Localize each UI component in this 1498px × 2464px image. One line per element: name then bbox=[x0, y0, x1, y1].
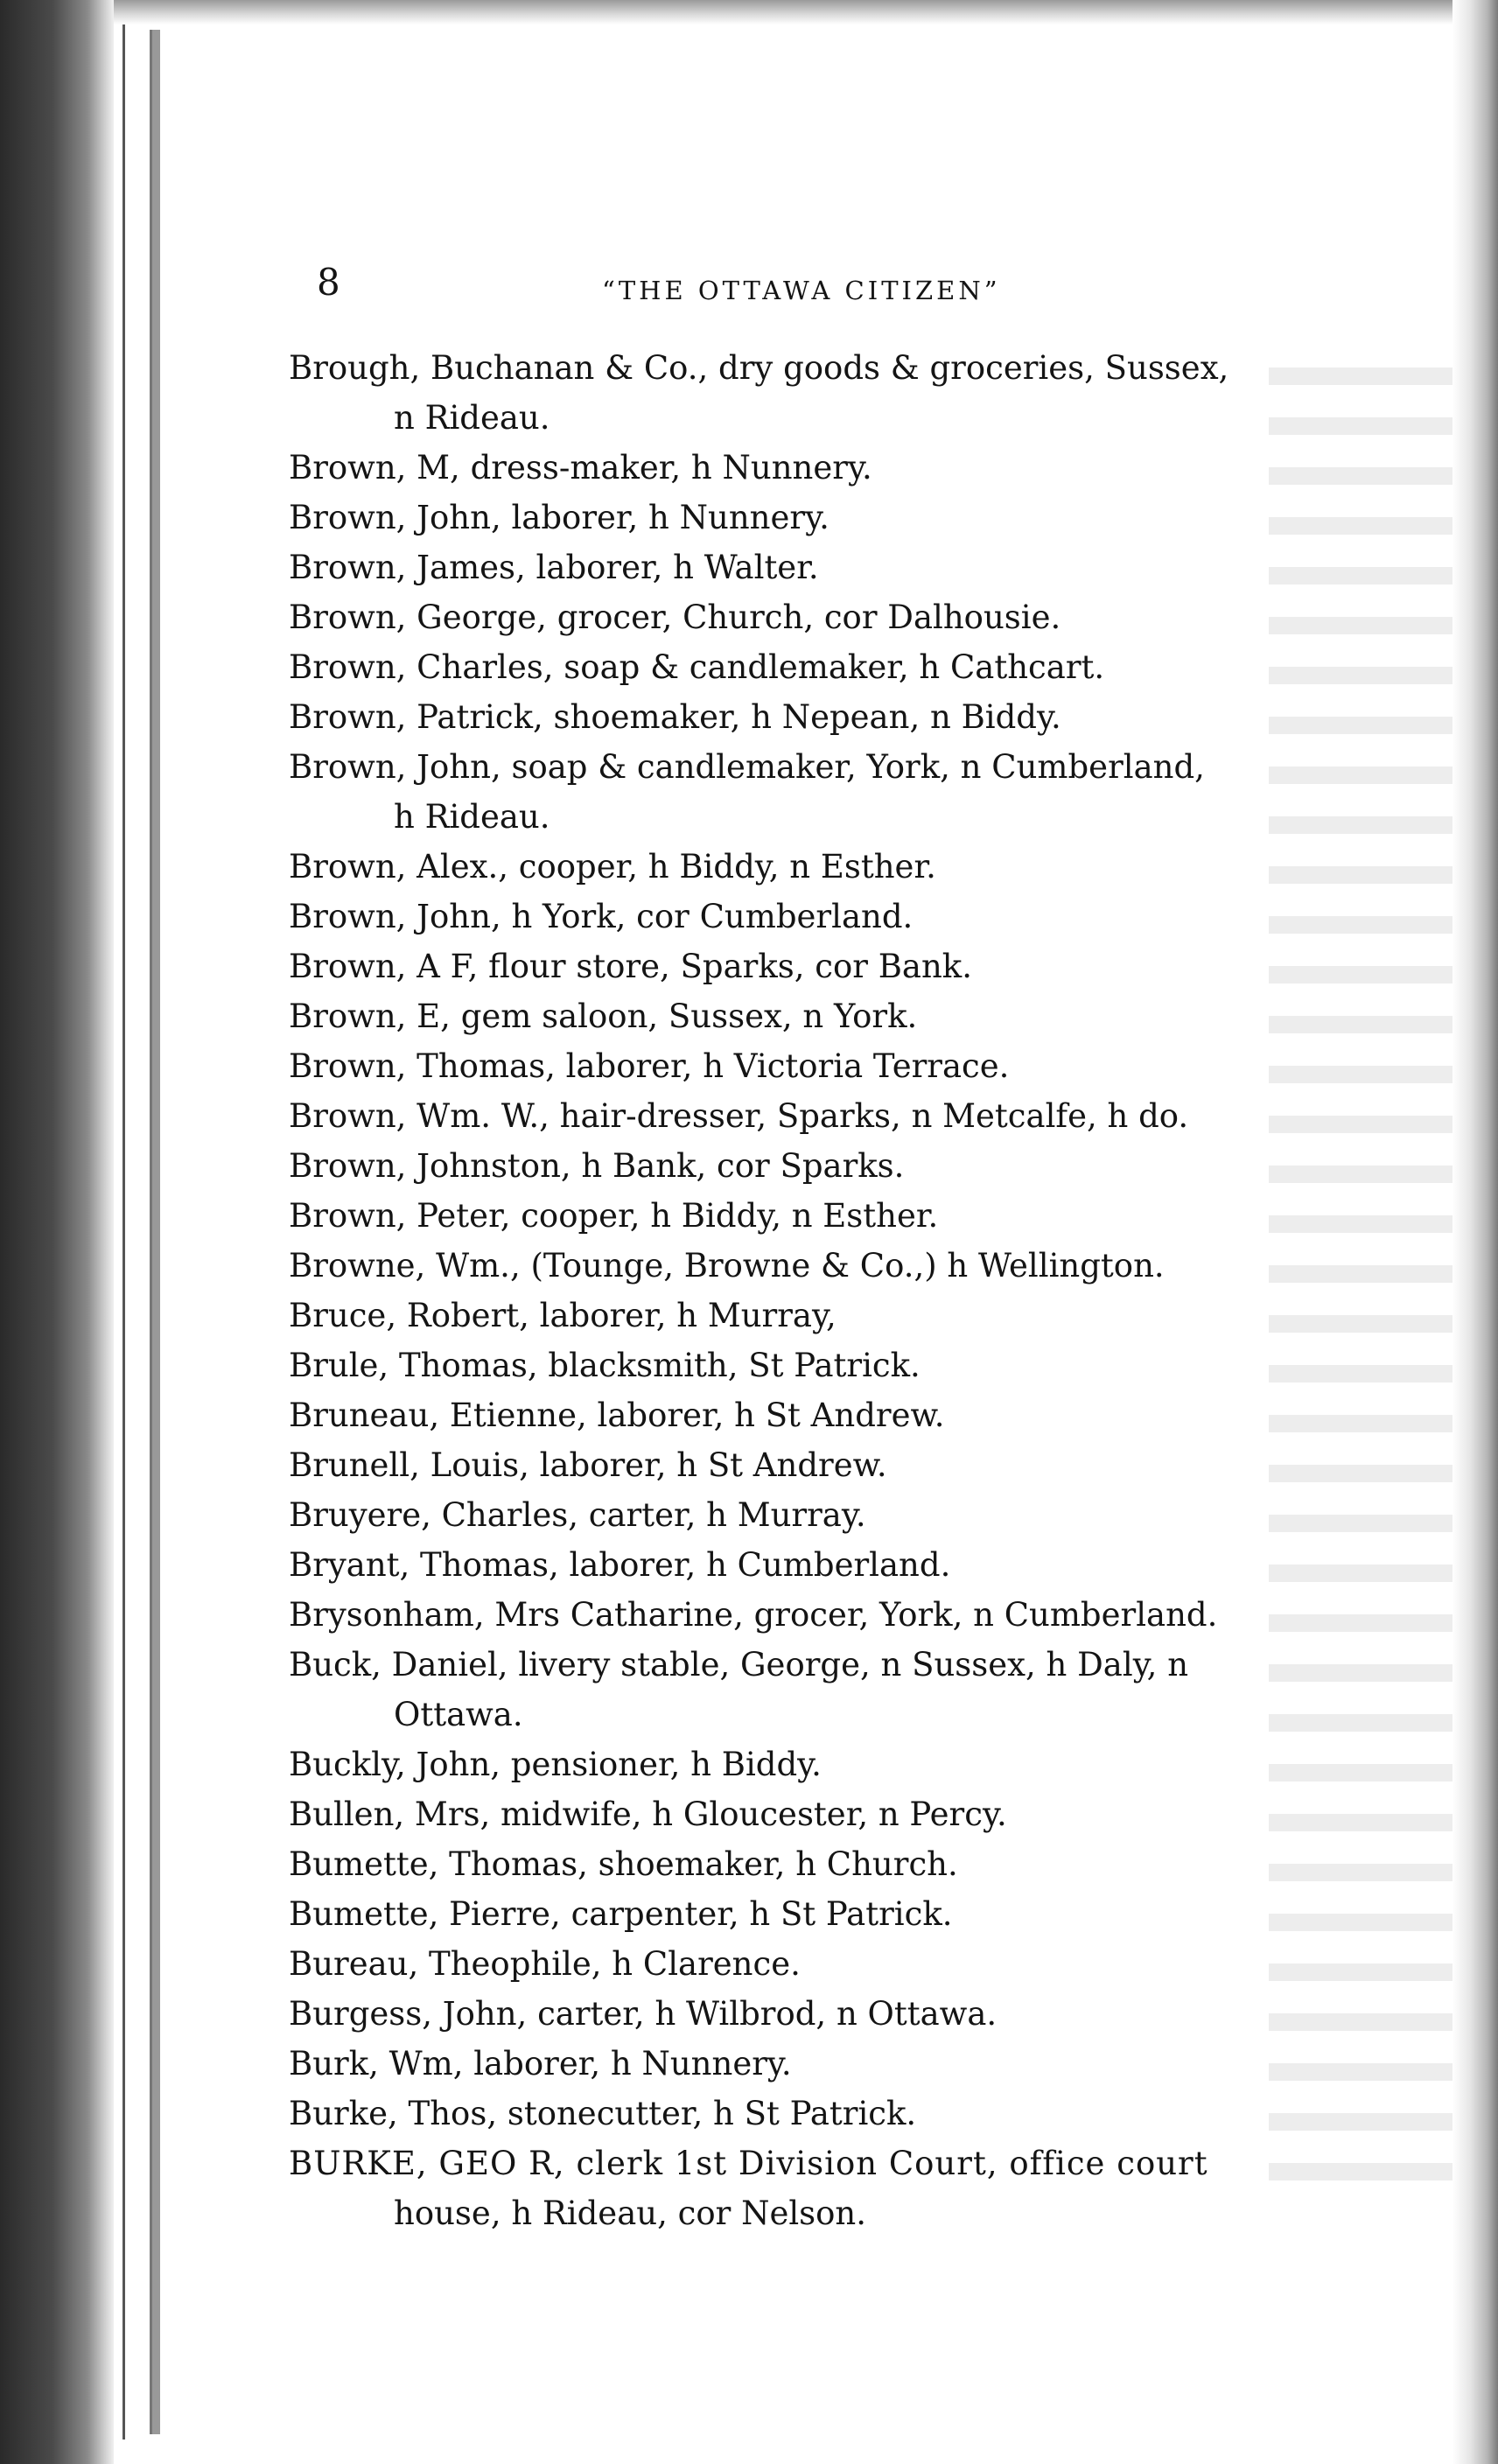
entry-line: Brown, James, laborer, h Walter. bbox=[289, 549, 819, 586]
directory-entry bbox=[289, 892, 1286, 942]
entry-line: Bumette, Pierre, carpenter, h St Patrick. bbox=[289, 1895, 953, 1933]
running-head: “THE OTTAWA CITIZEN” bbox=[602, 276, 1001, 305]
directory-entry bbox=[289, 2138, 1286, 2238]
directory-entry bbox=[289, 1340, 1286, 1390]
directory-entry bbox=[289, 493, 1286, 542]
entry-line: Bruyere, Charles, carter, h Murray. bbox=[289, 1496, 866, 1534]
directory-entries bbox=[289, 343, 1286, 2238]
entry-line: Brown, George, grocer, Church, cor Dalhousie. bbox=[289, 598, 1061, 636]
entry-line: Brown, John, soap & candlemaker, York, n Cumberland, bbox=[289, 748, 1205, 786]
directory-entry bbox=[289, 1390, 1286, 1440]
directory-entry bbox=[289, 1440, 1286, 1490]
directory-entry bbox=[289, 642, 1286, 692]
directory-entry bbox=[289, 1241, 1286, 1291]
directory-entry bbox=[289, 1490, 1286, 1540]
entry-line: BURKE, GEO R, clerk 1st Division Court, office court bbox=[289, 2145, 1208, 2182]
directory-entry bbox=[289, 1091, 1286, 1141]
entry-line: Brown, Alex., cooper, h Biddy, n Esther. bbox=[289, 848, 936, 886]
directory-entry bbox=[289, 842, 1286, 892]
directory-entry bbox=[289, 991, 1286, 1041]
entry-line: Bryant, Thomas, laborer, h Cumberland. bbox=[289, 1546, 951, 1584]
entry-line: Brown, Patrick, shoemaker, h Nepean, n Biddy. bbox=[289, 698, 1061, 736]
directory-entry bbox=[289, 592, 1286, 642]
entry-line: Brough, Buchanan & Co., dry goods & groceries, Sussex, bbox=[289, 349, 1229, 387]
directory-entry bbox=[289, 343, 1286, 443]
directory-entry bbox=[289, 1889, 1286, 1939]
entry-continuation: house, h Rideau, cor Nelson. bbox=[394, 2194, 867, 2232]
entry-line: Brown, John, laborer, h Nunnery. bbox=[289, 499, 830, 536]
directory-entry bbox=[289, 742, 1286, 842]
entry-continuation: n Rideau. bbox=[394, 399, 550, 437]
directory-entry bbox=[289, 942, 1286, 991]
entry-line: Browne, Wm., (Tounge, Browne & Co.,) h Wellington. bbox=[289, 1247, 1165, 1284]
directory-entry bbox=[289, 1041, 1286, 1091]
directory-entry bbox=[289, 1740, 1286, 1789]
directory-entry bbox=[289, 1291, 1286, 1340]
directory-entry bbox=[289, 1640, 1286, 1740]
entry-continuation: Ottawa. bbox=[394, 1696, 523, 1733]
entry-line: Brule, Thomas, blacksmith, St Patrick. bbox=[289, 1347, 920, 1384]
directory-entry bbox=[289, 1989, 1286, 2039]
entry-line: Buckly, John, pensioner, h Biddy. bbox=[289, 1746, 822, 1783]
directory-entry bbox=[289, 1839, 1286, 1889]
entry-line: Brown, Peter, cooper, h Biddy, n Esther. bbox=[289, 1197, 939, 1235]
entry-line: Brunell, Louis, laborer, h St Andrew. bbox=[289, 1446, 887, 1484]
entry-line: Brysonham, Mrs Catharine, grocer, York, n Cumberland. bbox=[289, 1596, 1218, 1634]
entry-line: Burke, Thos, stonecutter, h St Patrick. bbox=[289, 2095, 917, 2132]
entry-line: Brown, Charles, soap & candlemaker, h Cathcart. bbox=[289, 648, 1105, 686]
entry-line: Brown, Johnston, h Bank, cor Sparks. bbox=[289, 1147, 905, 1185]
entry-line: Brown, Thomas, laborer, h Victoria Terrace. bbox=[289, 1047, 1010, 1085]
directory-entry bbox=[289, 1540, 1286, 1590]
entry-line: Brown, M, dress-maker, h Nunnery. bbox=[289, 449, 872, 486]
entry-line: Burgess, John, carter, h Wilbrod, n Ottawa. bbox=[289, 1995, 998, 2033]
entry-line: Brown, A F, flour store, Sparks, cor Bank. bbox=[289, 948, 972, 985]
entry-line: Brown, John, h York, cor Cumberland. bbox=[289, 898, 914, 935]
entry-line: Bruneau, Etienne, laborer, h St Andrew. bbox=[289, 1396, 945, 1434]
entry-line: Bruce, Robert, laborer, h Murray, bbox=[289, 1297, 836, 1334]
entry-line: Brown, Wm. W., hair-dresser, Sparks, n Metcalfe, h do. bbox=[289, 1097, 1189, 1135]
directory-entry bbox=[289, 2089, 1286, 2138]
directory-entry bbox=[289, 443, 1286, 493]
directory-entry bbox=[289, 1141, 1286, 1191]
directory-entry bbox=[289, 1191, 1286, 1241]
directory-entry bbox=[289, 1939, 1286, 1989]
entry-line: Bumette, Thomas, shoemaker, h Church. bbox=[289, 1845, 958, 1883]
entry-line: Bullen, Mrs, midwife, h Gloucester, n Percy. bbox=[289, 1796, 1007, 1833]
directory-entry bbox=[289, 1590, 1286, 1640]
entry-line: Burk, Wm, laborer, h Nunnery. bbox=[289, 2045, 792, 2082]
directory-entry bbox=[289, 542, 1286, 592]
entry-line: Brown, E, gem saloon, Sussex, n York. bbox=[289, 998, 918, 1035]
directory-entry bbox=[289, 692, 1286, 742]
entry-continuation: h Rideau. bbox=[394, 798, 550, 836]
page-number: 8 bbox=[317, 261, 340, 304]
entry-line: Buck, Daniel, livery stable, George, n Sussex, h Daly, n bbox=[289, 1646, 1189, 1684]
directory-entry bbox=[289, 2039, 1286, 2089]
directory-entry bbox=[289, 1789, 1286, 1839]
entry-line: Bureau, Theophile, h Clarence. bbox=[289, 1945, 801, 1983]
